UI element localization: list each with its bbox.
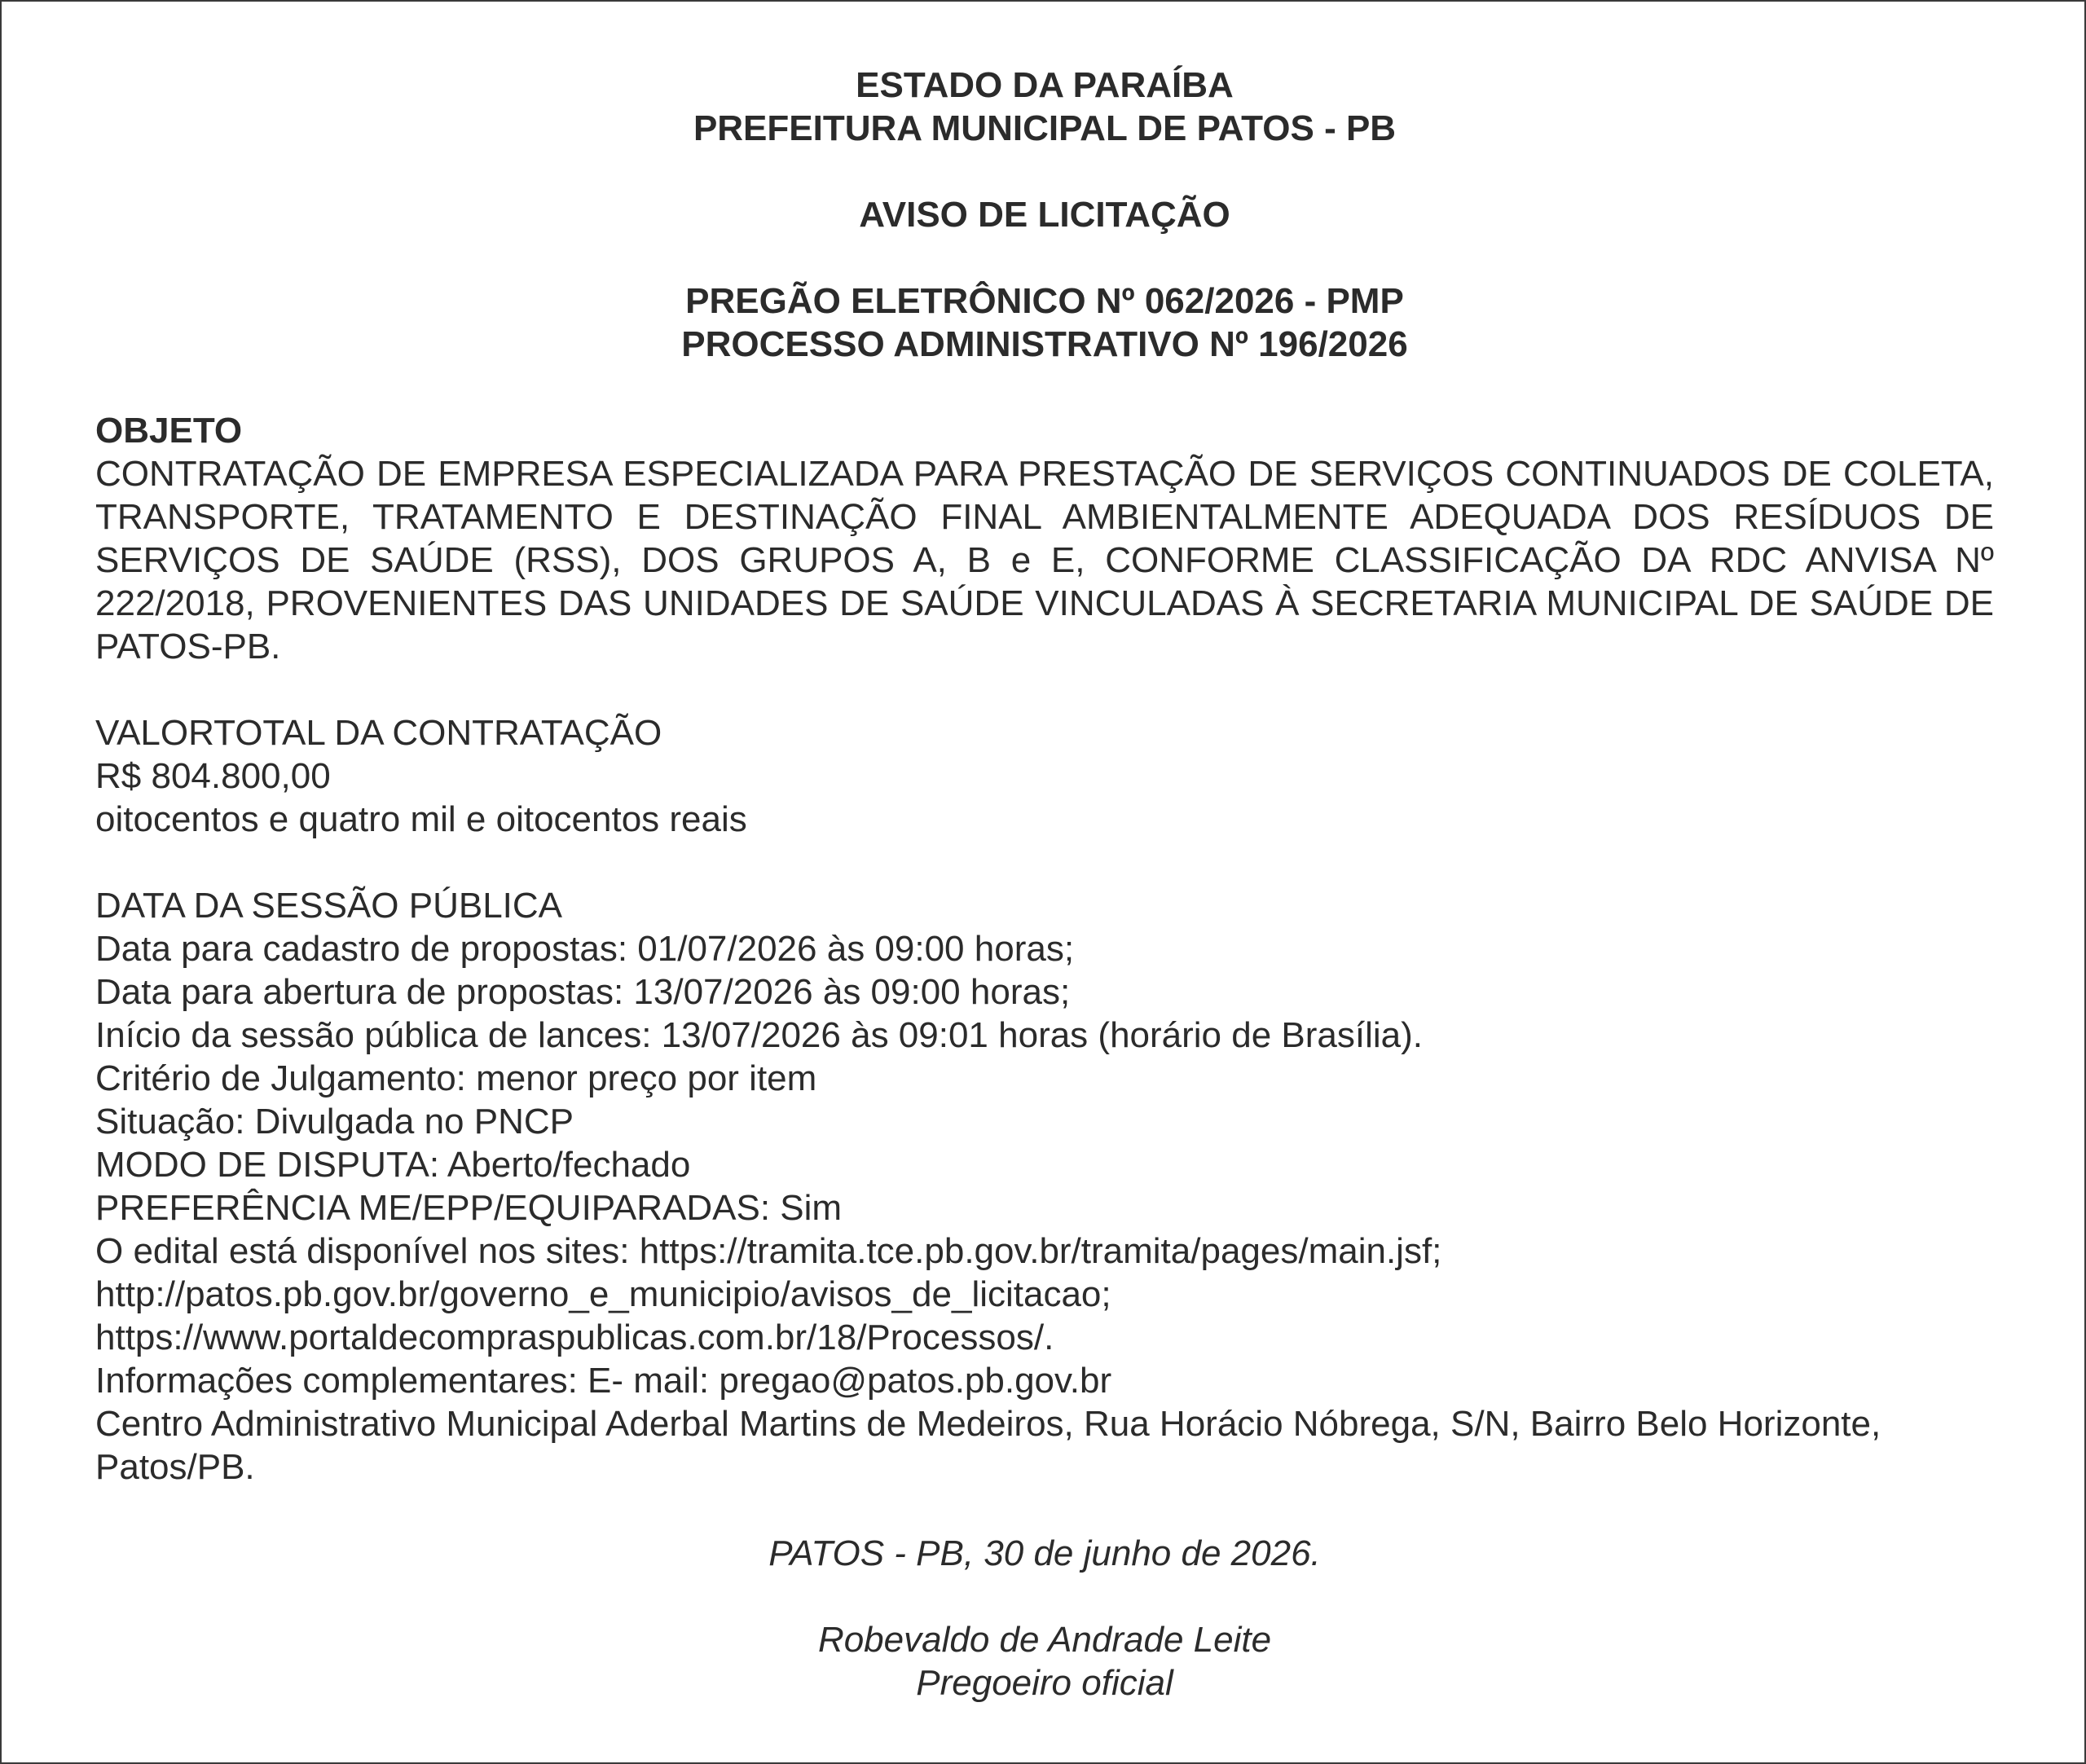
session-line: http://patos.pb.gov.br/governo_e_municipio/avisos_de_licitacao;: [95, 1274, 1111, 1314]
value-amount-words: oitocentos e quatro mil e oitocentos reais: [95, 799, 747, 839]
value-amount: R$ 804.800,00: [95, 756, 331, 796]
place-date: PATOS - PB, 30 de junho de 2026.: [768, 1533, 1321, 1573]
address-text: Centro Administrativo Municipal Aderbal Martins de Medeiros, Rua Horácio Nóbrega, S/N, Bairro Belo Horizonte, Patos/PB.: [95, 1404, 1881, 1487]
state-heading: ESTADO DA PARAÍBA: [856, 65, 1234, 105]
notice-document: [95, 64, 1994, 1705]
object-title: OBJETO: [95, 411, 243, 451]
municipality-heading: PREFEITURA MUNICIPAL DE PATOS - PB: [693, 108, 1397, 148]
session-line: Data para cadastro de propostas: 01/07/2026 às 09:00 horas;: [95, 929, 1075, 969]
session-line: https://www.portaldecompraspublicas.com.br/18/Processos/.: [95, 1318, 1054, 1357]
value-title: VALORTOTAL DA CONTRATAÇÃO: [95, 713, 662, 753]
session-line: Início da sessão pública de lances: 13/07/2026 às 09:01 horas (horário de Brasília).: [95, 1015, 1424, 1055]
auction-number: PREGÃO ELETRÔNICO Nº 062/2026 - PMP: [685, 281, 1404, 321]
object-text: CONTRATAÇÃO DE EMPRESA ESPECIALIZADA PARA PRESTAÇÃO DE SERVIÇOS CONTINUADOS DE COLETA, TRANSPORTE, TRATAMENTO E DESTINAÇÃO FINAL AMBIENTALMENTE ADEQUADA DOS RESÍDUOS DE SERVIÇOS DE SAÚDE (RSS), DOS GRUPOS A, B e E, CONFORME CLASSIFICAÇÃO DA RDC ANVISA Nº 222/2018, PROVENIENTES DAS UNIDADES DE SAÚDE VINCULADAS À SECRETARIA MUNICIPAL DE SAÚDE DE PATOS-PB.: [95, 454, 1994, 666]
session-line: Data para abertura de propostas: 13/07/2026 às 09:00 horas;: [95, 972, 1071, 1012]
process-number: PROCESSO ADMINISTRATIVO Nº 196/2026: [681, 324, 1408, 364]
session-line: Informações complementares: E- mail: pregao@patos.pb.gov.br: [95, 1361, 1112, 1401]
session-line: Critério de Julgamento: menor preço por item: [95, 1058, 817, 1098]
session-line: O edital está disponível nos sites: https://tramita.tce.pb.gov.br/tramita/pages/main.jsf;: [95, 1231, 1442, 1271]
session-line: MODO DE DISPUTA: Aberto/fechado: [95, 1145, 691, 1185]
signer-role: Pregoeiro oficial: [916, 1663, 1173, 1703]
session-line: PREFERÊNCIA ME/EPP/EQUIPARADAS: Sim: [95, 1188, 843, 1228]
signer-name: Robevaldo de Andrade Leite: [817, 1620, 1272, 1660]
notice-title: AVISO DE LICITAÇÃO: [859, 195, 1230, 235]
session-line: Situação: Divulgada no PNCP: [95, 1102, 574, 1142]
session-title: DATA DA SESSÃO PÚBLICA: [95, 886, 563, 926]
